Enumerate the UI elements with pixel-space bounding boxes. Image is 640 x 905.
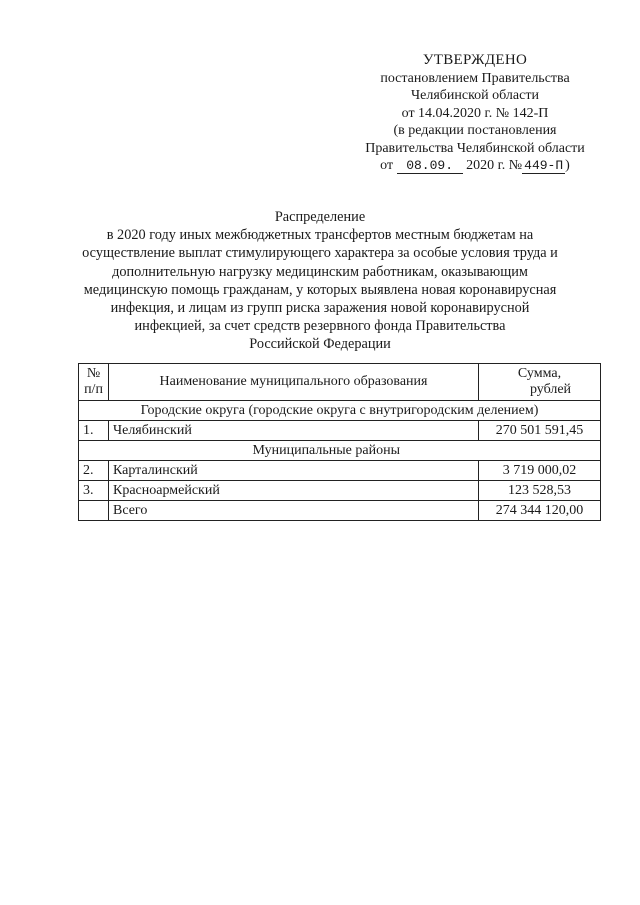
row-number: 1. — [79, 421, 109, 441]
table-row — [79, 461, 601, 481]
amendment-close: ) — [565, 158, 570, 173]
row-number: 2. — [79, 461, 109, 481]
total-sum: 274 344 120,00 — [479, 501, 601, 521]
section-heading: Городские округа (городские округа с внутригородским делением) — [79, 401, 601, 421]
table-row — [79, 421, 601, 441]
amendment-date: 08.09. — [397, 159, 463, 174]
title-description-line: дополнительную нагрузку медицинским работникам, оказывающим — [112, 263, 528, 280]
approval-line: Правительства Челябинской области — [365, 140, 585, 156]
title-description-line: Российской Федерации — [249, 336, 391, 353]
document-title-block — [60, 208, 580, 354]
amendment-year: 2020 г. № — [466, 158, 523, 173]
row-name: Карталинский — [109, 461, 479, 481]
title-description-line: медицинскую помощь гражданам, у которых выявлена новая коронавирусная — [83, 281, 557, 298]
section-heading: Муниципальные районы — [109, 441, 601, 461]
row-sum: 3 719 000,02 — [479, 461, 601, 481]
row-sum: 270 501 591,45 — [479, 421, 601, 441]
title-description-line: инфекция, и лицам из групп риска заражения новой коронавирусной — [110, 300, 530, 317]
amendment-line — [350, 157, 600, 175]
title-description-line: инфекцией, за счет средств резервного фонда Правительства — [134, 318, 506, 335]
table-header-row — [79, 364, 601, 401]
table-row — [79, 481, 601, 501]
approval-heading: УТВЕРЖДЕНО — [422, 52, 528, 68]
row-number — [79, 501, 109, 521]
row-name: Красноармейский — [109, 481, 479, 501]
amendment-number: 449-П — [524, 158, 564, 173]
header-name: Наименование муниципального образования — [109, 364, 479, 401]
total-label: Всего — [109, 501, 479, 521]
title-description-line: в 2020 году иных межбюджетных трансфертов местным бюджетам на — [106, 227, 534, 244]
title-description-line: осуществление выплат стимулирующего характера за особые условия труда и — [82, 245, 558, 262]
distribution-table — [78, 363, 601, 521]
section-row-municipal-districts — [79, 441, 601, 461]
row-sum: 123 528,53 — [479, 481, 601, 501]
row-number: 3. — [79, 481, 109, 501]
approval-stamp — [350, 52, 600, 175]
approval-line: постановлением Правительства — [380, 70, 570, 86]
approval-line: Челябинской области — [411, 88, 539, 103]
section-row-city-districts — [79, 401, 601, 421]
table-total-row — [79, 501, 601, 521]
header-sum: Сумма, рублей — [479, 364, 601, 401]
approval-line: от 14.04.2020 г. № 142-П — [401, 105, 549, 121]
amendment-ot: от — [380, 158, 394, 173]
header-number: № п/п — [79, 364, 109, 401]
row-name: Челябинский — [109, 421, 479, 441]
document-title: Распределение — [274, 209, 366, 225]
approval-line: (в редакции постановления — [393, 123, 557, 138]
